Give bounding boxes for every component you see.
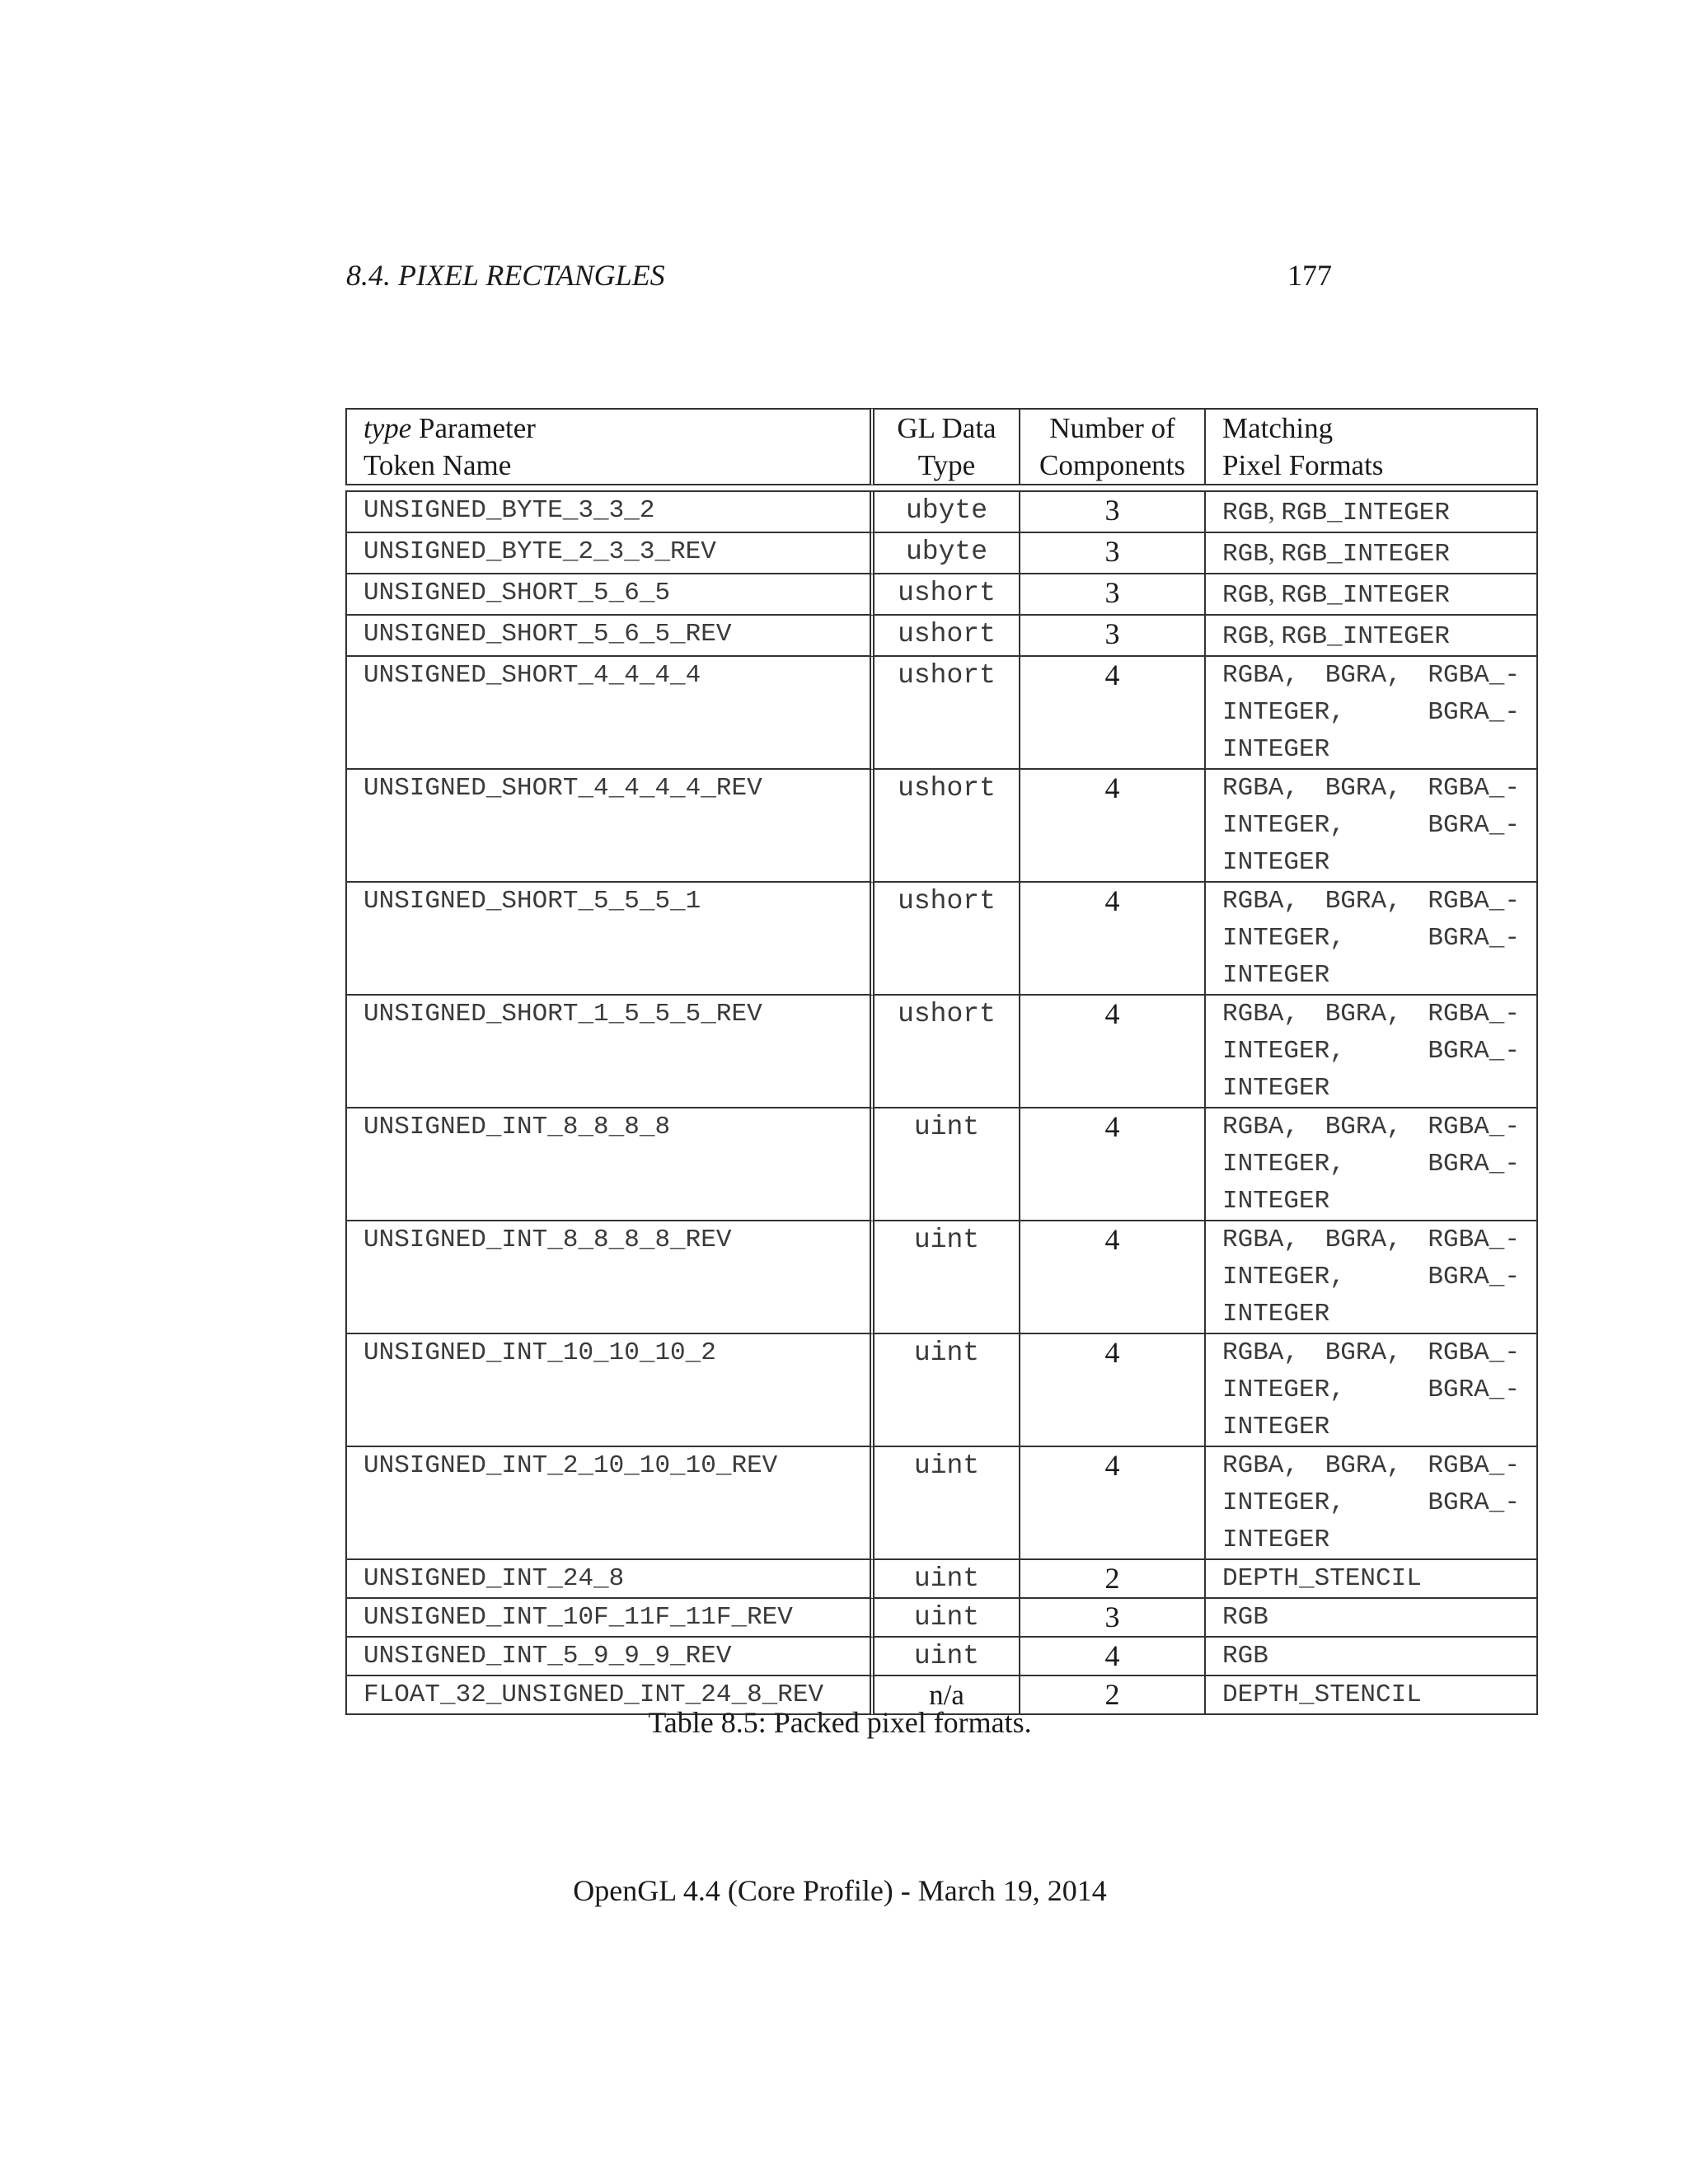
pixel-format-token: RGBA, <box>1222 661 1300 690</box>
pixel-format-token: RGBA, <box>1222 1451 1300 1480</box>
pixel-format-token: BGRA_- <box>1428 924 1520 953</box>
table-row <box>345 1560 1538 1599</box>
token-name-cell: UNSIGNED_INT_10F_11F_11F_REV <box>345 1599 874 1638</box>
pixel-format-token: RGBA_- <box>1428 1000 1520 1029</box>
column-header-token-name <box>345 408 874 485</box>
token-name-cell: UNSIGNED_SHORT_5_6_5 <box>345 574 874 616</box>
pixel-format-token: BGRA_- <box>1428 811 1520 840</box>
pixel-formats-line <box>1222 1183 1520 1220</box>
pixel-formats-line <box>1222 574 1520 614</box>
pixel-format-token: BGRA, <box>1325 1000 1402 1029</box>
pixel-format-token: BGRA, <box>1325 1338 1402 1367</box>
pixel-formats-line <box>1222 616 1520 655</box>
header-parameter: Parameter <box>411 412 536 444</box>
pixel-formats-cell <box>1206 770 1538 883</box>
components-cell: 3 <box>1020 492 1206 533</box>
pixel-format-token: INTEGER <box>1222 961 1330 990</box>
pixel-formats-line <box>1222 807 1520 844</box>
pixel-format-token: INTEGER, <box>1222 811 1345 840</box>
caption-text: Table 8.5: Packed pixel formats. <box>648 1706 1032 1739</box>
gl-data-type-cell: ubyte <box>874 533 1020 574</box>
gl-data-type-cell: uint <box>874 1447 1020 1560</box>
gl-data-type-cell: ushort <box>874 996 1020 1108</box>
pixel-format-token: RGB <box>1222 1603 1268 1632</box>
pixel-format-token: RGBA, <box>1222 1338 1300 1367</box>
pixel-formats-line <box>1222 920 1520 957</box>
table-row <box>345 770 1538 883</box>
pixel-formats-cell <box>1206 1560 1538 1599</box>
pixel-formats-cell <box>1206 1638 1538 1676</box>
token-name-cell: UNSIGNED_BYTE_3_3_2 <box>345 492 874 533</box>
table-header-row <box>345 408 1538 485</box>
pixel-formats-cell <box>1206 574 1538 616</box>
pixel-formats-cell <box>1206 492 1538 533</box>
pixel-formats-cell <box>1206 1334 1538 1447</box>
pixel-format-token: BGRA, <box>1325 661 1402 690</box>
pixel-format-token: RGBA_- <box>1428 887 1520 916</box>
pixel-format-token: RGB <box>1222 622 1268 651</box>
pixel-format-token: BGRA_- <box>1428 698 1520 727</box>
gl-data-type-cell: uint <box>874 1221 1020 1334</box>
pixel-formats-line <box>1222 1447 1520 1484</box>
pixel-format-token: BGRA, <box>1325 1226 1402 1254</box>
table-row <box>345 574 1538 616</box>
table-row <box>345 1447 1538 1560</box>
components-cell: 4 <box>1020 1447 1206 1560</box>
components-cell: 4 <box>1020 996 1206 1108</box>
pixel-formats-line <box>1222 844 1520 881</box>
pixel-formats-line <box>1222 996 1520 1033</box>
token-name-cell: UNSIGNED_SHORT_4_4_4_4_REV <box>345 770 874 883</box>
token-name-cell: UNSIGNED_INT_10_10_10_2 <box>345 1334 874 1447</box>
pixel-format-token: RGB <box>1222 581 1268 610</box>
page-number: 177 <box>1287 259 1332 292</box>
token-name-cell: UNSIGNED_INT_8_8_8_8 <box>345 1108 874 1221</box>
pixel-format-token: RGB <box>1222 1642 1268 1671</box>
pixel-format-token: RGBA, <box>1222 1113 1300 1141</box>
pixel-format-token: DEPTH_STENCIL <box>1222 1564 1422 1593</box>
gl-data-type-cell: ushort <box>874 574 1020 616</box>
components-cell: 3 <box>1020 533 1206 574</box>
pixel-formats-line <box>1222 1070 1520 1107</box>
token-name-cell: UNSIGNED_INT_8_8_8_8_REV <box>345 1221 874 1334</box>
table-row <box>345 492 1538 533</box>
components-cell: 2 <box>1020 1560 1206 1599</box>
gl-data-type-cell: uint <box>874 1638 1020 1676</box>
pixel-formats-cell <box>1206 657 1538 770</box>
pixel-formats-line <box>1222 1560 1520 1597</box>
pixel-format-token: RGB_INTEGER <box>1281 581 1450 610</box>
pixel-formats-line <box>1222 1638 1520 1675</box>
components-cell: 4 <box>1020 657 1206 770</box>
table-row <box>345 1638 1538 1676</box>
pixel-formats-cell <box>1206 1447 1538 1560</box>
components-cell: 3 <box>1020 574 1206 616</box>
gl-data-type-cell: ushort <box>874 616 1020 657</box>
table-row <box>345 1334 1538 1447</box>
table-row <box>345 996 1538 1108</box>
token-name-cell: UNSIGNED_SHORT_1_5_5_5_REV <box>345 996 874 1108</box>
token-name-cell: UNSIGNED_INT_2_10_10_10_REV <box>345 1447 874 1560</box>
pixel-format-token: RGBA_- <box>1428 1226 1520 1254</box>
pixel-format-token: BGRA_- <box>1428 1376 1520 1404</box>
pixel-format-token: BGRA_- <box>1428 1150 1520 1179</box>
pixel-formats-line <box>1222 1108 1520 1146</box>
pixel-format-token: RGB <box>1222 499 1268 527</box>
pixel-format-token: RGBA_- <box>1428 1113 1520 1141</box>
pixel-formats-line <box>1222 883 1520 920</box>
table-row <box>345 1108 1538 1221</box>
gl-data-type-cell: uint <box>874 1599 1020 1638</box>
pixel-formats-line <box>1222 1371 1520 1408</box>
pixel-formats-line <box>1222 1033 1520 1070</box>
pixel-formats-line <box>1222 492 1520 532</box>
table-row <box>345 883 1538 996</box>
pixel-format-token: BGRA_- <box>1428 1488 1520 1517</box>
pixel-format-token: , <box>1268 537 1282 566</box>
pixel-format-token: RGBA_- <box>1428 1451 1520 1480</box>
gl-data-type-cell: ubyte <box>874 492 1020 533</box>
pixel-format-token: RGBA_- <box>1428 1338 1520 1367</box>
pixel-formats-line <box>1222 1599 1520 1636</box>
token-name-cell: UNSIGNED_INT_24_8 <box>345 1560 874 1599</box>
pixel-format-token: BGRA, <box>1325 774 1402 803</box>
pixel-formats-line <box>1222 1334 1520 1371</box>
components-cell: 4 <box>1020 1638 1206 1676</box>
pixel-format-token: , <box>1268 579 1282 607</box>
table-caption <box>0 1704 1688 1741</box>
pixel-formats-line <box>1222 731 1520 768</box>
pixel-formats-cell <box>1206 533 1538 574</box>
header-type: Type <box>917 449 976 481</box>
components-cell: 4 <box>1020 770 1206 883</box>
pixel-formats-line <box>1222 1221 1520 1258</box>
header-token-name: Token Name <box>363 449 512 481</box>
column-header-matching-pixel-formats <box>1206 408 1538 485</box>
pixel-format-token: DEPTH_STENCIL <box>1222 1680 1422 1709</box>
header-gl-data: GL Data <box>897 412 996 444</box>
pixel-format-token: RGBA, <box>1222 774 1300 803</box>
pixel-format-token: INTEGER, <box>1222 698 1345 727</box>
pixel-format-token: INTEGER, <box>1222 1263 1345 1291</box>
pixel-formats-line <box>1222 1146 1520 1183</box>
header-matching: Matching <box>1222 412 1334 444</box>
pixel-format-token: INTEGER, <box>1222 1150 1345 1179</box>
gl-data-type-cell: uint <box>874 1334 1020 1447</box>
column-header-gl-data-type <box>874 408 1020 485</box>
components-cell: 3 <box>1020 616 1206 657</box>
gl-data-type-cell: uint <box>874 1108 1020 1221</box>
column-header-number-of-components <box>1020 408 1206 485</box>
header-number-of: Number of <box>1049 412 1175 444</box>
table-row <box>345 657 1538 770</box>
pixel-format-token: INTEGER, <box>1222 924 1345 953</box>
components-cell: 3 <box>1020 1599 1206 1638</box>
pixel-formats-line <box>1222 657 1520 694</box>
pixel-format-token: INTEGER <box>1222 1187 1330 1216</box>
pixel-format-token: RGB_INTEGER <box>1281 540 1450 569</box>
pixel-formats-line <box>1222 1408 1520 1446</box>
token-name-cell: UNSIGNED_SHORT_5_6_5_REV <box>345 616 874 657</box>
table-body <box>345 492 1538 1715</box>
pixel-formats-cell <box>1206 883 1538 996</box>
pixel-formats-line <box>1222 957 1520 994</box>
components-cell: 2 <box>1020 1676 1206 1715</box>
pixel-formats-line <box>1222 533 1520 573</box>
pixel-format-token: RGBA, <box>1222 887 1300 916</box>
pixel-formats-cell <box>1206 1221 1538 1334</box>
pixel-format-token: , <box>1268 620 1282 649</box>
table-row <box>345 533 1538 574</box>
pixel-formats-line <box>1222 1296 1520 1333</box>
token-name-cell: UNSIGNED_BYTE_2_3_3_REV <box>345 533 874 574</box>
table-row <box>345 616 1538 657</box>
token-name-cell: UNSIGNED_INT_5_9_9_9_REV <box>345 1638 874 1676</box>
pixel-format-token: INTEGER, <box>1222 1376 1345 1404</box>
pixel-formats-line <box>1222 770 1520 807</box>
page-footer <box>0 1872 1688 1909</box>
pixel-format-token: INTEGER <box>1222 1074 1330 1103</box>
pixel-format-token: RGBA, <box>1222 1226 1300 1254</box>
pixel-formats-cell <box>1206 1599 1538 1638</box>
pixel-formats-cell <box>1206 1108 1538 1221</box>
pixel-formats-cell <box>1206 616 1538 657</box>
pixel-format-token: INTEGER, <box>1222 1488 1345 1517</box>
footer-text: OpenGL 4.4 (Core Profile) - March 19, 2014 <box>573 1874 1107 1907</box>
header-type-italic: type <box>363 412 412 444</box>
pixel-format-token: INTEGER <box>1222 1300 1330 1329</box>
pixel-formats-cell <box>1206 996 1538 1108</box>
pixel-format-token: RGBA, <box>1222 1000 1300 1029</box>
token-name-cell: UNSIGNED_SHORT_4_4_4_4 <box>345 657 874 770</box>
pixel-format-token: RGB <box>1222 540 1268 569</box>
pixel-formats-line <box>1222 1484 1520 1521</box>
pixel-format-token: BGRA_- <box>1428 1263 1520 1291</box>
token-name-cell: FLOAT_32_UNSIGNED_INT_24_8_REV <box>345 1676 874 1715</box>
pixel-format-token: RGBA_- <box>1428 774 1520 803</box>
table-row <box>345 1599 1538 1638</box>
token-name-cell: UNSIGNED_SHORT_5_5_5_1 <box>345 883 874 996</box>
pixel-format-token: BGRA_- <box>1428 1037 1520 1066</box>
pixel-formats-line <box>1222 694 1520 731</box>
components-cell: 4 <box>1020 1108 1206 1221</box>
gl-data-type-cell: ushort <box>874 657 1020 770</box>
pixel-format-token: RGB_INTEGER <box>1281 499 1450 527</box>
gl-data-type-cell: ushort <box>874 770 1020 883</box>
pixel-format-token: , <box>1268 496 1282 525</box>
components-cell: 4 <box>1020 1334 1206 1447</box>
pixel-format-token: INTEGER <box>1222 848 1330 877</box>
pixel-format-token: RGB_INTEGER <box>1281 622 1450 651</box>
gl-data-type-cell: n/a <box>874 1676 1020 1715</box>
header-separator <box>345 485 1538 492</box>
pixel-format-token: BGRA, <box>1325 1451 1402 1480</box>
pixel-formats-line <box>1222 1521 1520 1558</box>
gl-data-type-cell: uint <box>874 1560 1020 1599</box>
header-components: Components <box>1039 449 1185 481</box>
section-title: 8.4. PIXEL RECTANGLES <box>346 259 665 292</box>
pixel-format-token: INTEGER <box>1222 1526 1330 1554</box>
table-row <box>345 1221 1538 1334</box>
pixel-format-token: RGBA_- <box>1428 661 1520 690</box>
header-pixel-formats: Pixel Formats <box>1222 449 1384 481</box>
pixel-format-token: BGRA, <box>1325 1113 1402 1141</box>
pixel-format-token: INTEGER <box>1222 1413 1330 1441</box>
gl-data-type-cell: ushort <box>874 883 1020 996</box>
components-cell: 4 <box>1020 1221 1206 1334</box>
pixel-format-token: BGRA, <box>1325 887 1402 916</box>
pixel-format-token: INTEGER <box>1222 735 1330 764</box>
components-cell: 4 <box>1020 883 1206 996</box>
pixel-format-token: INTEGER, <box>1222 1037 1345 1066</box>
packed-pixel-formats-table <box>345 408 1538 1715</box>
pixel-formats-line <box>1222 1258 1520 1296</box>
